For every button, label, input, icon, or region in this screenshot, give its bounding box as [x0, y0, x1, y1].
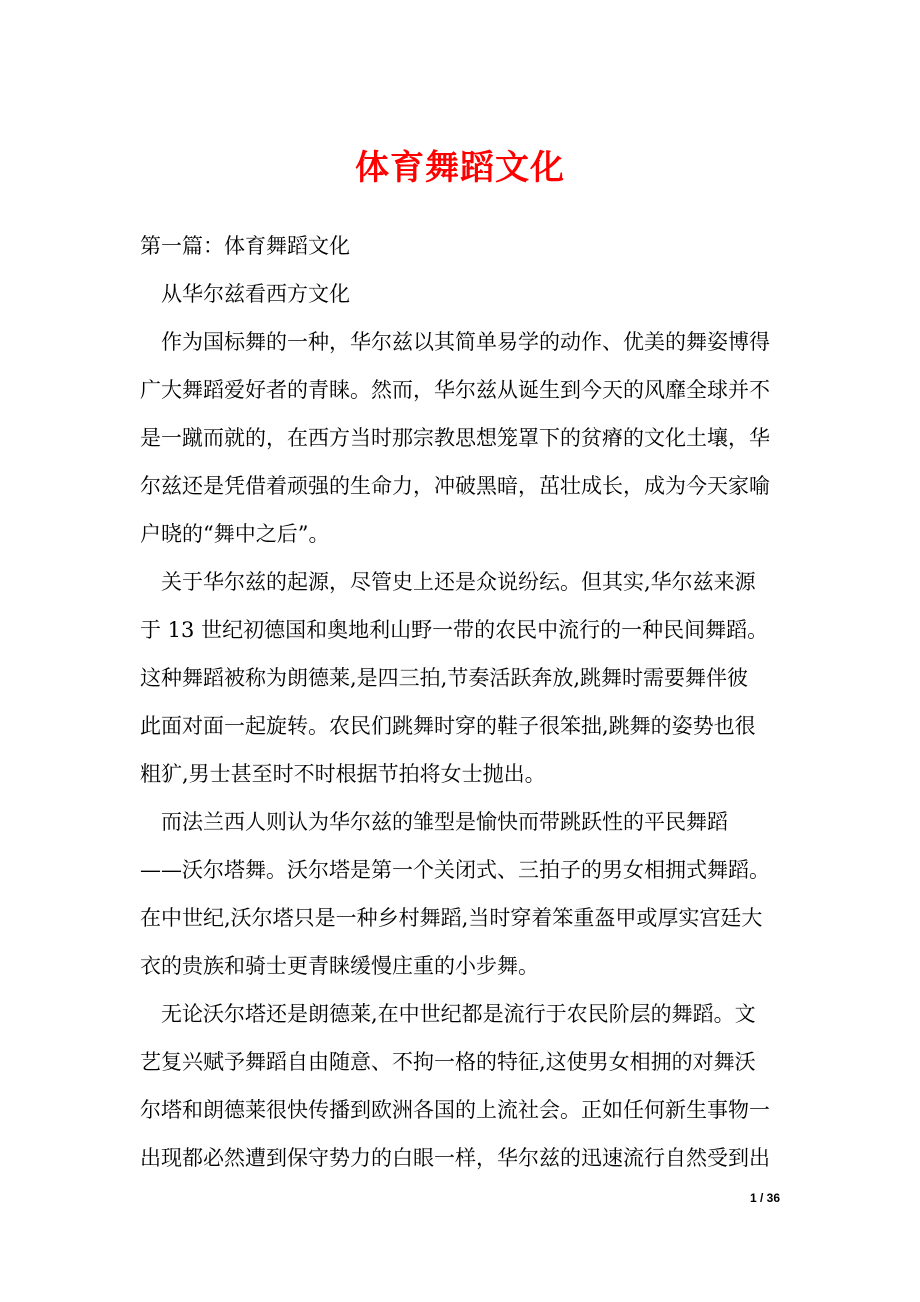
text-line: 出现都必然遭到保守势力的白眼一样，华尔兹的迅速流行自然受到出 — [140, 1146, 770, 1170]
text-line: 此面对面一起旋转。农民们跳舞时穿的鞋子很笨拙,跳舞的姿势也很 — [140, 714, 756, 738]
subheading: 从华尔兹看西方文化 — [161, 282, 350, 306]
text-line: 艺复兴赋予舞蹈自由随意、不拘一格的特征,这使男女相拥的对舞沃 — [140, 1050, 756, 1074]
text-line: 这种舞蹈被称为朗德莱,是四三拍,节奏活跃奔放,跳舞时需要舞伴彼 — [140, 666, 749, 690]
text-line: 衣的贵族和骑士更青睐缓慢庄重的小步舞。 — [140, 954, 539, 978]
text-line: 作为国标舞的一种，华尔兹以其简单易学的动作、优美的舞姿博得 — [161, 330, 770, 354]
text-line: 粗犷,男士甚至时不时根据节拍将女士抛出。 — [140, 762, 546, 786]
document-title: 体育舞蹈文化 — [355, 148, 565, 188]
document-body — [140, 222, 790, 1182]
text-line: 关于华尔兹的起源，尽管史上还是众说纷纭。但其实,华尔兹来源 — [161, 570, 756, 594]
text-line: 尔兹还是凭借着顽强的生命力，冲破黑暗，茁壮成长，成为今天家喻 — [140, 474, 770, 498]
text-line: 是一蹴而就的，在西方当时那宗教思想笼罩下的贫瘠的文化土壤，华 — [140, 426, 770, 450]
text-line: 尔塔和朗德莱很快传播到欧洲各国的上流社会。正如任何新生事物一 — [140, 1098, 770, 1122]
section-heading: 第一篇：体育舞蹈文化 — [140, 234, 350, 258]
text-line: 于 13 世纪初德国和奥地利山野一带的农民中流行的一种民间舞蹈。 — [140, 618, 769, 642]
text-line: 在中世纪,沃尔塔只是一种乡村舞蹈,当时穿着笨重盔甲或厚实宫廷大 — [140, 906, 763, 930]
text-line: 广大舞蹈爱好者的青睐。然而，华尔兹从诞生到今天的风靡全球并不 — [140, 378, 770, 402]
text-line: 户晓的“舞中之后”。 — [140, 522, 330, 546]
page-number: 1 / 36 — [749, 1191, 780, 1205]
text-line: ——沃尔塔舞。沃尔塔是第一个关闭式、三拍子的男女相拥式舞蹈。 — [140, 858, 770, 882]
text-line: 无论沃尔塔还是朗德莱,在中世纪都是流行于农民阶层的舞蹈。文 — [161, 1002, 756, 1026]
text-line: 而法兰西人则认为华尔兹的雏型是愉快而带跳跃性的平民舞蹈 — [161, 810, 728, 834]
